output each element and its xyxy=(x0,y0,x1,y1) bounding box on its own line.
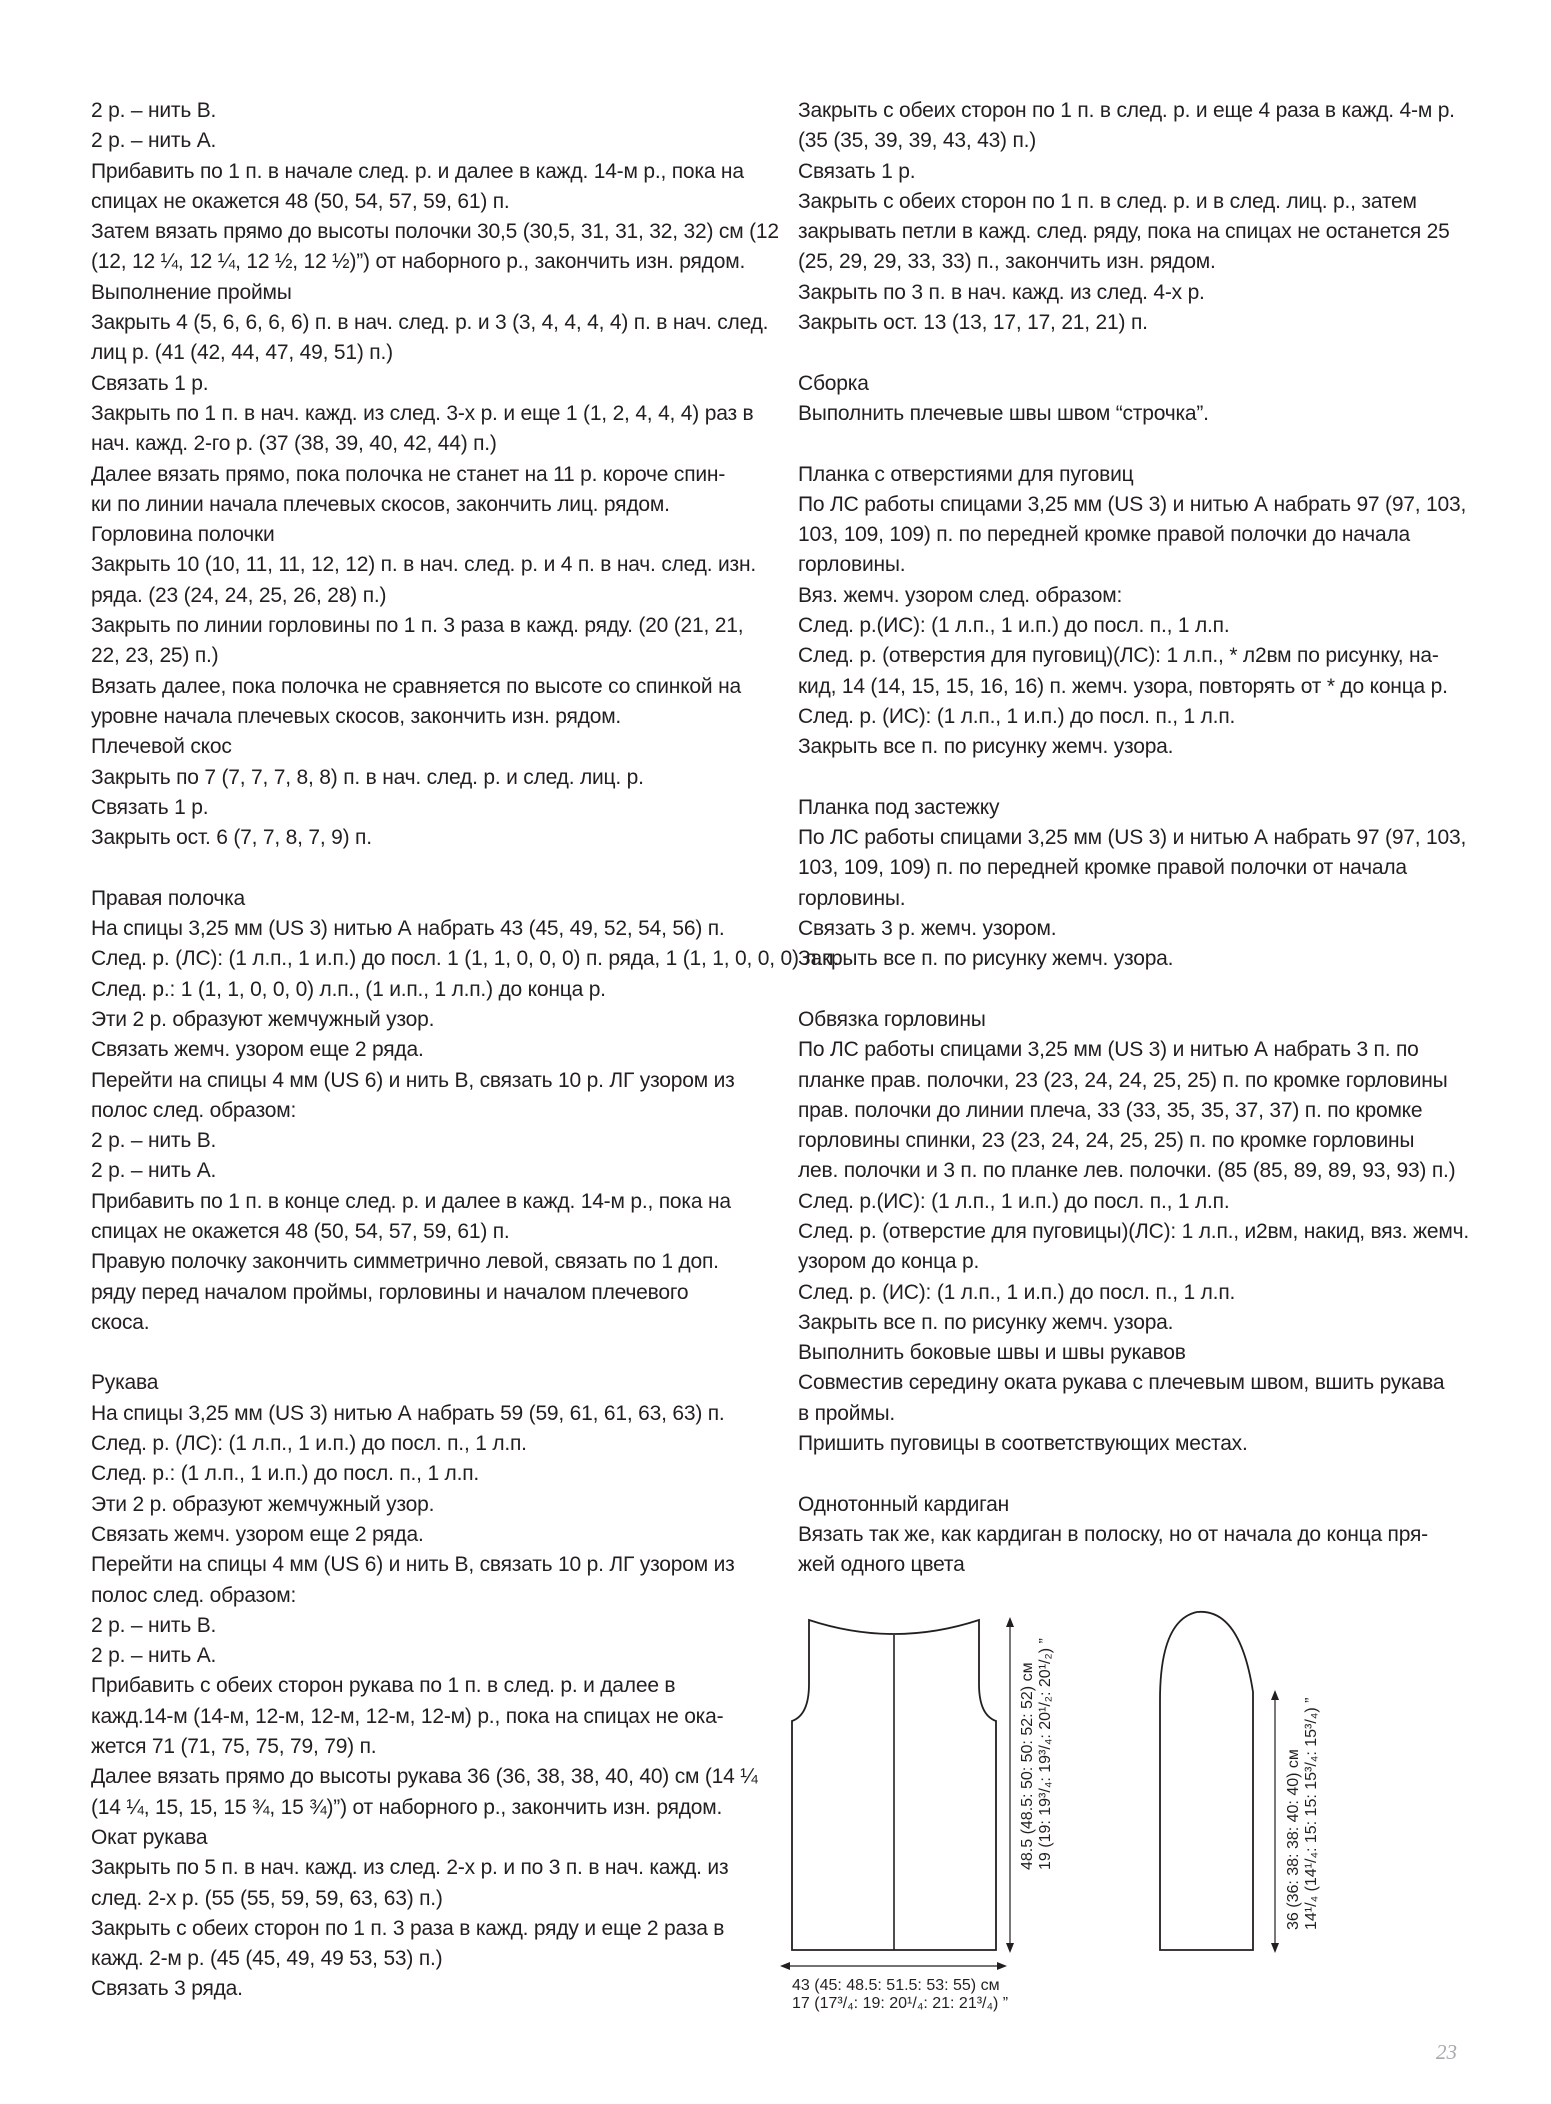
text-line: 2 р. – нить А. xyxy=(91,129,217,153)
text-line: спицах не окажется 48 (50, 54, 57, 59, 61) п. xyxy=(91,189,510,213)
text-line: нач. кажд. 2-го р. (37 (38, 39, 40, 42, 44) п.) xyxy=(91,432,497,456)
text-line: уровне начала плечевых скосов, закончить изн. рядом. xyxy=(91,704,622,728)
text-line: Связать 3 ряда. xyxy=(91,1977,243,2001)
text-line: След. р.: 1 (1, 1, 0, 0, 0) л.п., (1 и.п., 1 л.п.) до конца р. xyxy=(91,977,606,1001)
text-line: горловины. xyxy=(798,886,906,910)
text-line: След. р. (ЛС): (1 л.п., 1 и.п.) до посл. 1 (1, 1, 0, 0, 0) п. ряда, 1 (1, 1, 0, 0, 0) л.п. xyxy=(91,947,839,971)
text-line: планке прав. полочки, 23 (23, 24, 24, 25, 25) п. по кромке горловины xyxy=(798,1068,1448,1092)
text-line: Связать 1 р. xyxy=(91,371,209,395)
text-line: Совместив середину оката рукава с плечевым швом, вшить рукава xyxy=(798,1371,1445,1395)
text-line: На спицы 3,25 мм (US 3) нитью А набрать 43 (45, 49, 52, 54, 56) п. xyxy=(91,917,725,941)
text-line: Закрыть с обеих сторон по 1 п. 3 раза в кажд. ряду и еще 2 раза в xyxy=(91,1916,725,1940)
text-line: След. р.: (1 л.п., 1 и.п.) до посл. п., 1 л.п. xyxy=(91,1462,480,1486)
text-line: Рукава xyxy=(91,1371,159,1395)
text-line: Однотонный кардиган xyxy=(798,1492,1010,1516)
text-line: Закрыть 4 (5, 6, 6, 6, 6) п. в нач. след. р. и 3 (3, 4, 4, 4, 4) п. в нач. след. xyxy=(91,311,769,335)
text-line: Связать 1 р. xyxy=(91,795,209,819)
text-line: Планка с отверстиями для пуговиц xyxy=(798,462,1134,486)
text-line: Связать жемч. узором еще 2 ряда. xyxy=(91,1038,424,1062)
body-length-cm-label: 48.5 (48.5: 50: 50: 52: 52) см xyxy=(1019,1662,1036,1870)
text-line: Далее вязать прямо, пока полочка не станет на 11 р. короче спин- xyxy=(91,462,726,486)
page-number: 23 xyxy=(1436,2040,1457,2064)
schematic-svg xyxy=(740,1600,1500,2020)
text-line: (12, 12 ¼, 12 ¼, 12 ½, 12 ½)”) от наборного р., закончить изн. рядом. xyxy=(91,250,746,274)
body-width-in-label: 17 (17³/₄: 19: 20¹/₄: 21: 21³/₄) ” xyxy=(792,1995,1009,2012)
text-line: закрывать петли в кажд. след. ряду, пока на спицах не останется 25 xyxy=(798,220,1450,244)
text-line: Сборка xyxy=(798,371,869,395)
text-line: 2 р. – нить В. xyxy=(91,1129,217,1153)
text-line: 103, 109, 109) п. по передней кромке правой полочки от начала xyxy=(798,856,1407,880)
text-line: Закрыть по 7 (7, 7, 7, 8, 8) п. в нач. след. р. и след. лиц. р. xyxy=(91,765,644,789)
text-line: По ЛС работы спицами 3,25 мм (US 3) и нитью А набрать 97 (97, 103, xyxy=(798,492,1467,516)
text-line: Закрыть 10 (10, 11, 11, 12, 12) п. в нач. след. р. и 4 п. в нач. след. изн. xyxy=(91,553,756,577)
text-line: По ЛС работы спицами 3,25 мм (US 3) и нитью А набрать 3 п. по xyxy=(798,1038,1419,1062)
text-line: Закрыть ост. 13 (13, 17, 17, 21, 21) п. xyxy=(798,311,1148,335)
text-line: Закрыть ост. 6 (7, 7, 8, 7, 9) п. xyxy=(91,826,372,850)
right-text-column xyxy=(798,96,1498,1581)
text-line: След. р. (ИС): (1 л.п., 1 и.п.) до посл. п., 1 л.п. xyxy=(798,704,1236,728)
sleeve-length-cm-label: 36 (36: 38: 38: 40: 40) см xyxy=(1285,1749,1302,1930)
text-line: Пришить пуговицы в соответствующих местах. xyxy=(798,1432,1248,1456)
text-line: Закрыть все п. по рисунку жемч. узора. xyxy=(798,735,1174,759)
text-line: Прибавить с обеих сторон рукава по 1 п. в след. р. и далее в xyxy=(91,1674,676,1698)
text-line: горловины. xyxy=(798,553,906,577)
text-line: лиц р. (41 (42, 44, 47, 49, 51) п.) xyxy=(91,341,393,365)
text-line: спицах не окажется 48 (50, 54, 57, 59, 61) п. xyxy=(91,1219,510,1243)
text-line: Закрыть все п. по рисунку жемч. узора. xyxy=(798,1310,1174,1334)
text-line: узором до конца р. xyxy=(798,1250,980,1274)
text-line: Вяз. жемч. узором след. образом: xyxy=(798,583,1123,607)
text-line: Прибавить по 1 п. в начале след. р. и далее в кажд. 14-м р., пока на xyxy=(91,159,744,183)
text-line: Закрыть по 3 п. в нач. кажд. из след. 4-х р. xyxy=(798,280,1205,304)
text-line: Закрыть все п. по рисунку жемч. узора. xyxy=(798,947,1174,971)
paragraph-gap xyxy=(91,1338,781,1368)
text-line: лев. полочки и 3 п. по планке лев. полочки. (85 (85, 89, 89, 93, 93) п.) xyxy=(798,1159,1456,1183)
text-line: Эти 2 р. образуют жемчужный узор. xyxy=(91,1492,435,1516)
text-line: Вязать далее, пока полочка не сравняется по высоте со спинкой на xyxy=(91,674,741,698)
text-line: кажд. 2-м р. (45 (45, 49, 49 53, 53) п.) xyxy=(91,1947,443,1971)
text-line: На спицы 3,25 мм (US 3) нитью А набрать 59 (59, 61, 61, 63, 63) п. xyxy=(91,1401,725,1425)
sleeve-length-in-label: 14¹/₄ (14¹/₄: 15: 15: 15³/₄: 15³/₄) ” xyxy=(1303,1697,1320,1930)
text-line: Закрыть по 1 п. в нач. кажд. из след. 3-х р. и еще 1 (1, 2, 4, 4, 4) раз в xyxy=(91,401,754,425)
text-line: кид, 14 (14, 15, 15, 16, 16) п. жемч. узора, повторять от * до конца р. xyxy=(798,674,1448,698)
text-line: полос след. образом: xyxy=(91,1583,297,1607)
text-line: 2 р. – нить А. xyxy=(91,1644,217,1668)
paragraph-gap xyxy=(798,763,1498,793)
text-line: скоса. xyxy=(91,1310,150,1334)
text-line: Затем вязать прямо до высоты полочки 30,5 (30,5, 31, 31, 32, 32) см (12 xyxy=(91,220,779,244)
text-line: Правую полочку закончить симметрично левой, связать по 1 доп. xyxy=(91,1250,719,1274)
text-line: Вязать так же, как кардиган в полоску, но от начала до конца пря- xyxy=(798,1522,1428,1546)
schematic-diagram xyxy=(740,1600,1500,2020)
text-line: След. р. (ИС): (1 л.п., 1 и.п.) до посл. п., 1 л.п. xyxy=(798,1280,1236,1304)
text-line: след. 2-х р. (55 (55, 59, 59, 63, 63) п.) xyxy=(91,1886,443,1910)
body-length-in-label: 19 (19: 19³/₄: 19³/₄: 20¹/₂: 20¹/₂) ” xyxy=(1037,1638,1054,1870)
text-line: ки по линии начала плечевых скосов, закончить лиц. рядом. xyxy=(91,492,670,516)
paragraph-gap xyxy=(798,429,1498,459)
text-line: Связать жемч. узором еще 2 ряда. xyxy=(91,1522,424,1546)
text-line: (25, 29, 29, 33, 33) п., закончить изн. рядом. xyxy=(798,250,1216,274)
text-line: Планка под застежку xyxy=(798,795,1000,819)
text-line: Выполнить плечевые швы швом “строчка”. xyxy=(798,401,1209,425)
text-line: Закрыть с обеих сторон по 1 п. в след. р. и в след. лиц. р., затем xyxy=(798,189,1417,213)
sleeve-outline xyxy=(1160,1612,1253,1950)
text-line: Закрыть по линии горловины по 1 п. 3 раза в кажд. ряду. (20 (21, 21, xyxy=(91,614,744,638)
paragraph-gap xyxy=(91,853,781,883)
text-line: 2 р. – нить В. xyxy=(91,1613,217,1637)
text-line: 22, 23, 25) п.) xyxy=(91,644,219,668)
text-line: Перейти на спицы 4 мм (US 6) и нить В, связать 10 р. ЛГ узором из xyxy=(91,1068,735,1092)
text-line: (35 (35, 39, 39, 43, 43) п.) xyxy=(798,129,1037,153)
text-line: Обвязка горловины xyxy=(798,1007,986,1031)
text-line: След. р.(ИС): (1 л.п., 1 и.п.) до посл. п., 1 л.п. xyxy=(798,1189,1230,1213)
text-line: (14 ¼, 15, 15, 15 ¾, 15 ¾)”) от наборного р., закончить изн. рядом. xyxy=(91,1795,723,1819)
text-line: ряду перед началом проймы, горловины и началом плечевого xyxy=(91,1280,689,1304)
text-line: Плечевой скос xyxy=(91,735,232,759)
text-line: жей одного цвета xyxy=(798,1553,965,1577)
text-line: кажд.14-м (14-м, 12-м, 12-м, 12-м, 12-м) р., пока на спицах не ока- xyxy=(91,1704,724,1728)
body-width-cm-label: 43 (45: 48.5: 51.5: 53: 55) см xyxy=(792,1977,1000,1994)
text-line: След. р.(ИС): (1 л.п., 1 и.п.) до посл. п., 1 л.п. xyxy=(798,614,1230,638)
text-line: Эти 2 р. образуют жемчужный узор. xyxy=(91,1007,435,1031)
text-line: жется 71 (71, 75, 75, 79, 79) п. xyxy=(91,1735,377,1759)
text-line: Перейти на спицы 4 мм (US 6) и нить В, связать 10 р. ЛГ узором из xyxy=(91,1553,735,1577)
text-line: Прибавить по 1 п. в конце след. р. и далее в кажд. 14-м р., пока на xyxy=(91,1189,731,1213)
text-line: По ЛС работы спицами 3,25 мм (US 3) и нитью А набрать 97 (97, 103, xyxy=(798,826,1467,850)
text-line: прав. полочки до линии плеча, 33 (33, 35, 35, 37, 37) п. по кромке xyxy=(798,1098,1423,1122)
text-line: След. р. (отверстие для пуговицы)(ЛС): 1 л.п., и2вм, накид, вяз. жемч. xyxy=(798,1219,1470,1243)
text-line: 2 р. – нить А. xyxy=(91,1159,217,1183)
text-line: Выполнить боковые швы и швы рукавов xyxy=(798,1341,1186,1365)
text-line: 103, 109, 109) п. по передней кромке правой полочки до начала xyxy=(798,523,1410,547)
paragraph-gap xyxy=(798,1459,1498,1489)
text-line: 2 р. – нить В. xyxy=(91,99,217,122)
text-line: Закрыть с обеих сторон по 1 п. в след. р. и еще 4 раза в кажд. 4-м р. xyxy=(798,99,1455,122)
text-line: Далее вязать прямо до высоты рукава 36 (36, 38, 38, 40, 40) см (14 ¼ xyxy=(91,1765,758,1789)
text-line: Связать 3 р. жемч. узором. xyxy=(798,917,1057,941)
text-line: Закрыть по 5 п. в нач. кажд. из след. 2-х р. и по 3 п. в нач. кажд. из xyxy=(91,1856,729,1880)
text-line: След. р. (ЛС): (1 л.п., 1 и.п.) до посл. п., 1 л.п. xyxy=(91,1432,527,1456)
text-line: в проймы. xyxy=(798,1401,896,1425)
paragraph-gap xyxy=(798,975,1498,1005)
text-line: Горловина полочки xyxy=(91,523,275,547)
text-line: Окат рукава xyxy=(91,1825,208,1849)
text-line: горловины спинки, 23 (23, 24, 24, 25, 25) п. по кромке горловины xyxy=(798,1129,1415,1153)
text-line: ряда. (23 (24, 24, 25, 26, 28) п.) xyxy=(91,583,387,607)
text-line: Связать 1 р. xyxy=(798,159,916,183)
text-line: След. р. (отверстия для пуговиц)(ЛС): 1 л.п., * л2вм по рисунку, на- xyxy=(798,644,1439,668)
paragraph-gap xyxy=(798,338,1498,368)
text-line: полос след. образом: xyxy=(91,1098,297,1122)
text-line: Правая полочка xyxy=(91,886,246,910)
text-line: Выполнение проймы xyxy=(91,280,292,304)
